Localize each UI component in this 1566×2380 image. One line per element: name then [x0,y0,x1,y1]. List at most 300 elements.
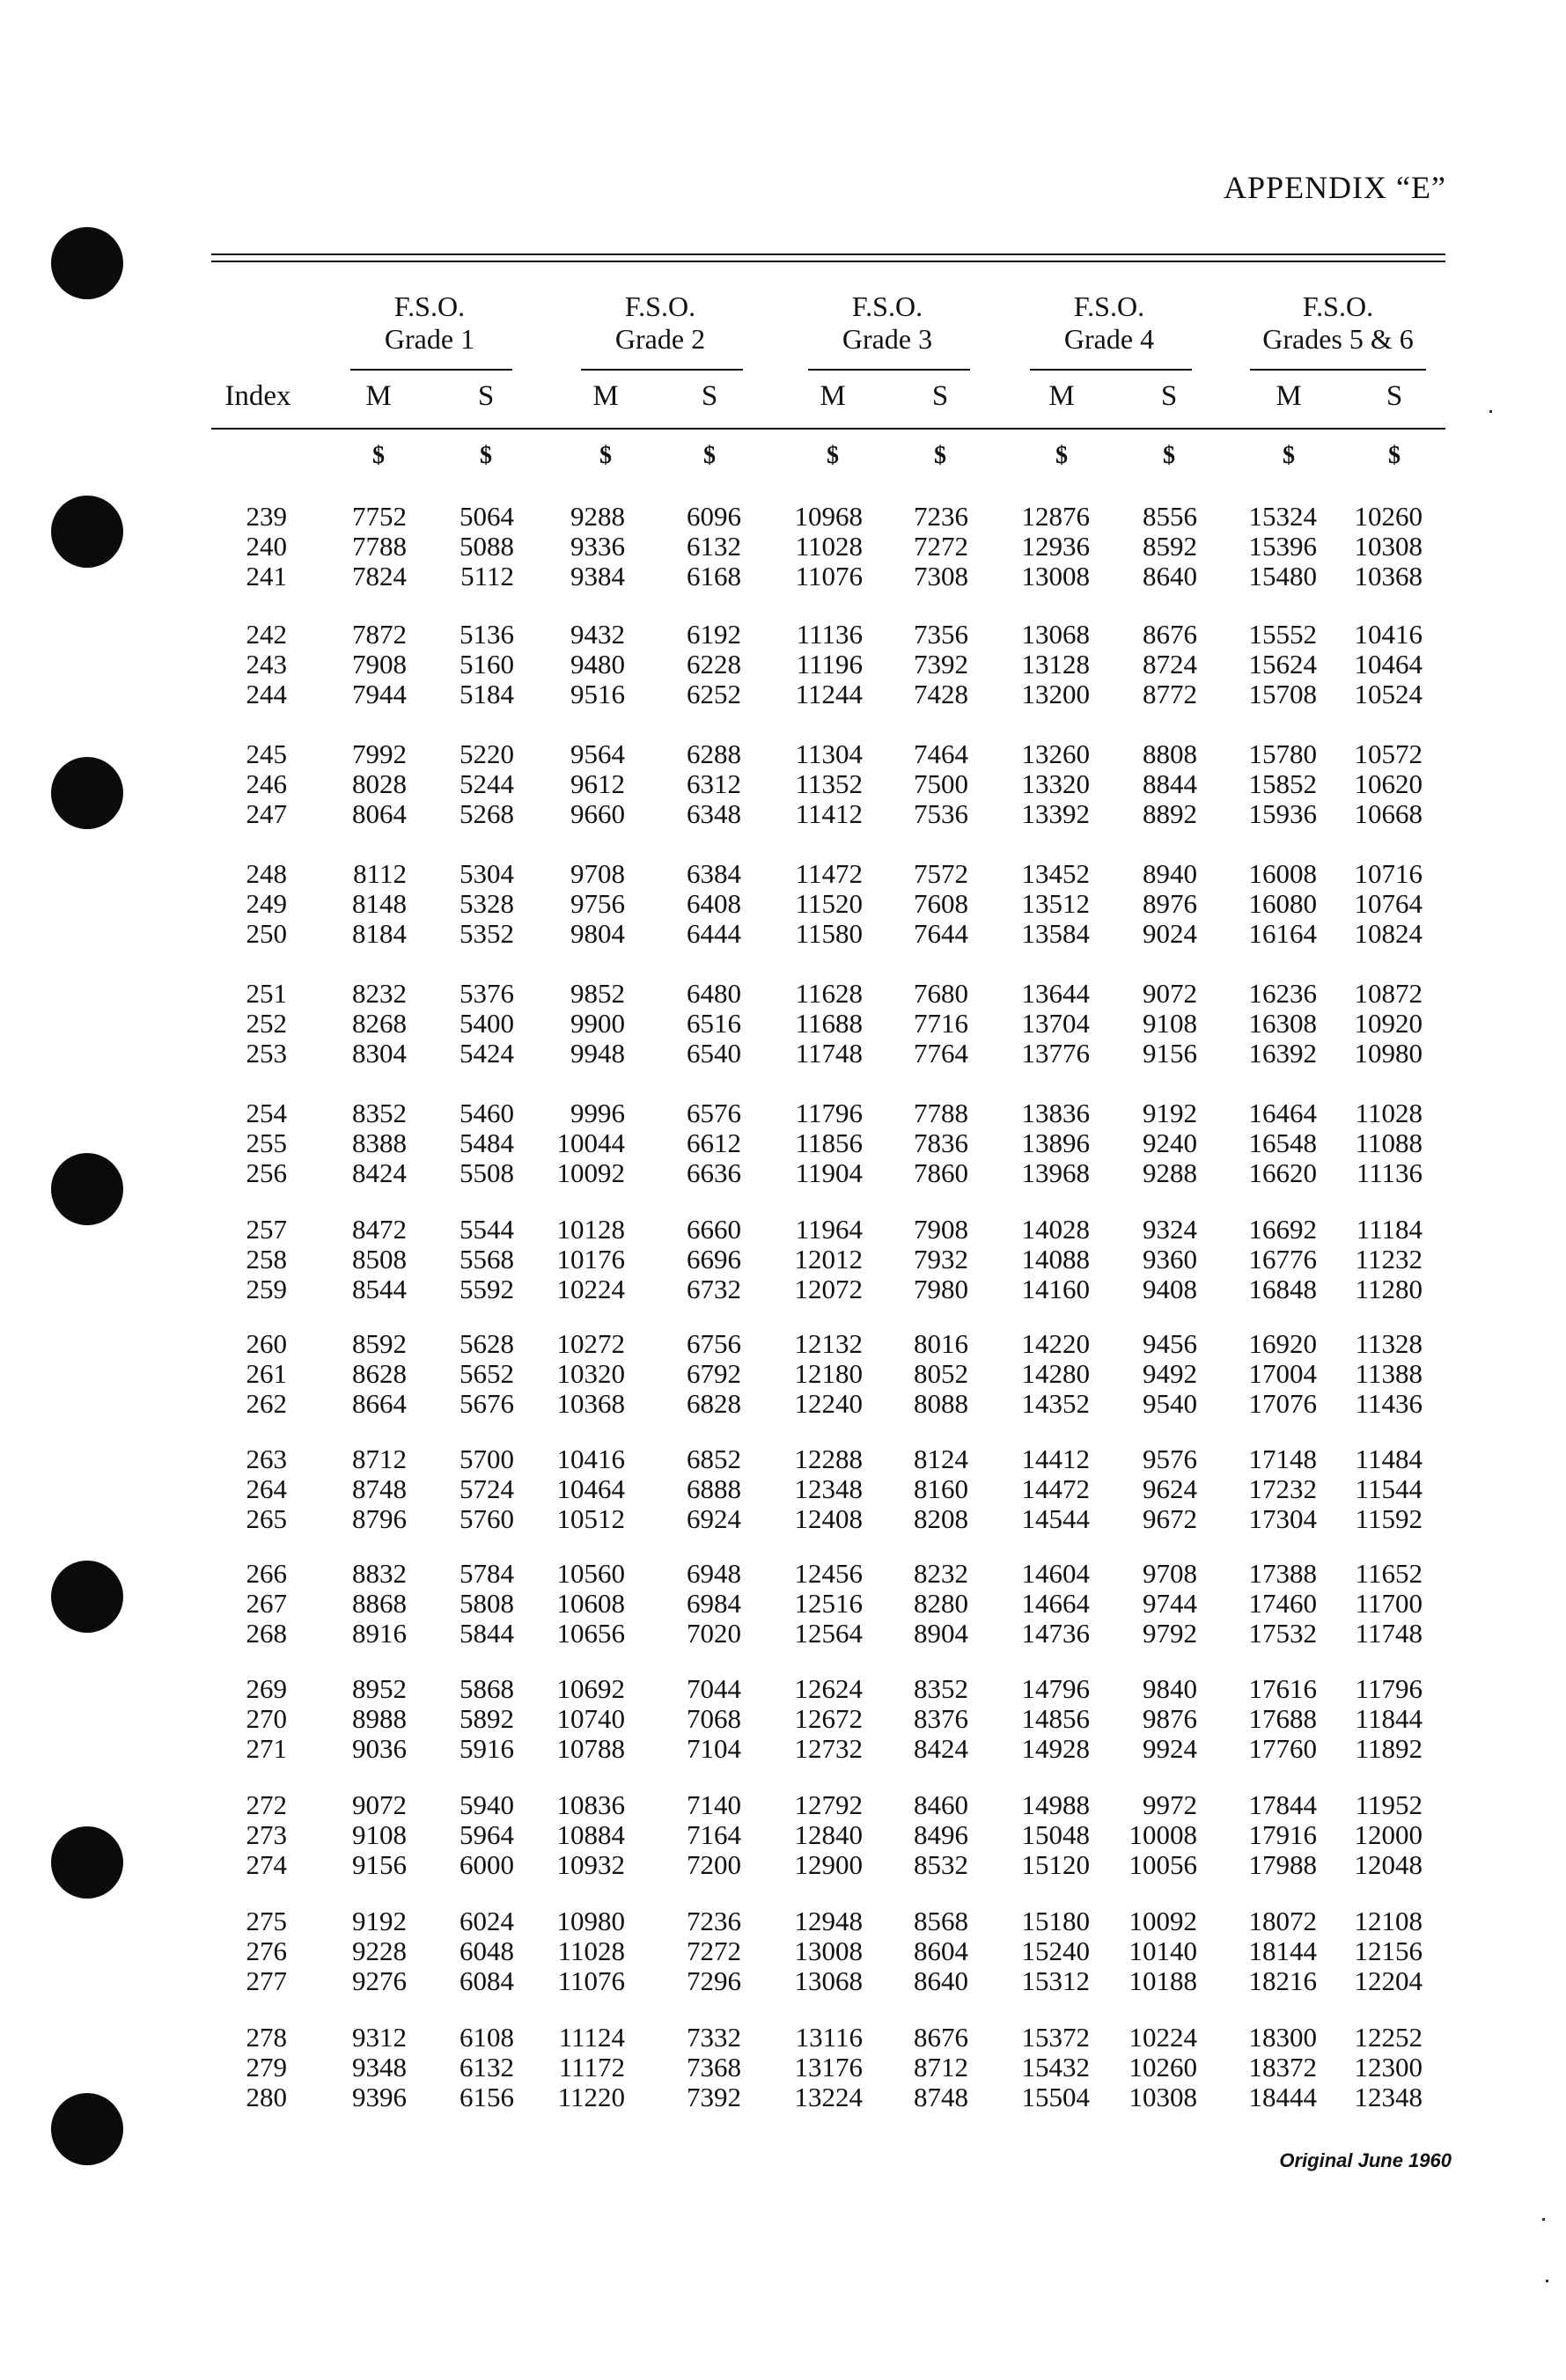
grade-2-title [581,290,739,356]
grade-3-m-cell: 12672 [794,1703,863,1734]
grade-5-6-s-cell: 10764 [1354,888,1423,919]
scan-speck [1546,2280,1548,2282]
grade-5-6-s-cell: 10572 [1354,738,1423,769]
row-group [0,502,1566,591]
grade-2-s-cell: 6888 [687,1473,741,1504]
grade-2-s-header: S [701,380,718,412]
table-row [0,562,1566,591]
grade-2-m-cell: 10416 [556,1443,625,1474]
grade-4-s-cell: 9540 [1143,1388,1197,1419]
grade-5-6-m-cell: 18216 [1248,1965,1317,1996]
grade-4-s-cell: 9072 [1143,978,1197,1009]
grade-2-m-cell: 9288 [570,501,625,532]
grade-5-6-s-cell: 11592 [1355,1503,1423,1534]
grade-3-s-cell: 7680 [914,978,968,1009]
index-cell: 247 [246,798,287,829]
grade-1-s-cell: 5652 [460,1358,514,1389]
table-row [0,1850,1566,1880]
grade-1-s-cell: 6000 [460,1849,514,1880]
grade-5-6-m-cell: 15780 [1248,738,1317,769]
grade-3-m-cell: 12624 [794,1673,863,1704]
grade-4-m-cell: 12876 [1021,501,1090,532]
table-row [0,2053,1566,2082]
table-row [0,679,1566,709]
table-row [0,1098,1566,1128]
grade-3-m-cell: 12288 [794,1443,863,1474]
grade-5-6-s-cell: 12252 [1354,2022,1423,2053]
grade-5-6-m-cell: 18072 [1248,1906,1317,1936]
row-group [0,1674,1566,1764]
grade-4-s-cell: 9924 [1143,1733,1197,1764]
grade-2-m-cell: 9480 [570,649,625,679]
grade-1-m-cell: 8592 [352,1328,407,1359]
index-cell: 267 [246,1588,287,1619]
grade-5-6-m-cell: 18372 [1248,2052,1317,2082]
grade-5-6-s-cell: 12000 [1354,1819,1423,1850]
grade-4-m-cell: 15504 [1021,2082,1090,2112]
grade-4-s-cell: 9408 [1143,1274,1197,1304]
grade-5-6-title [1250,290,1426,356]
grade-2-s-cell: 6444 [687,918,741,949]
grade-5-6-m-cell: 15936 [1248,798,1317,829]
grade-1-m-cell: 8388 [352,1128,407,1158]
grade-4-s-cell: 8724 [1143,649,1197,679]
grade-1-m-cell: 8472 [352,1214,407,1245]
grade-5-6-s-cell: 12348 [1354,2082,1423,2112]
grade-3-s-cell: 7236 [914,501,968,532]
grade-1-m-header: M [365,380,392,412]
table-row [0,1215,1566,1245]
grade-2-m-header: M [592,380,619,412]
table-row [0,919,1566,949]
grade-3-m-cell: 12132 [794,1328,863,1359]
table-row [0,1389,1566,1419]
grade-5-6-m-cell: 18444 [1248,2082,1317,2112]
grade-5-6-m-cell: 16920 [1248,1328,1317,1359]
grade-4-m-cell: 13896 [1021,1128,1090,1158]
grade-4-label: F.S.O. [1073,290,1145,322]
grade-2-m-cell: 11172 [558,2052,625,2082]
grade-1-m-cell: 8748 [352,1473,407,1504]
grade-3-m-cell: 11688 [795,1008,863,1039]
grade-1-s-cell: 5376 [460,978,514,1009]
grade-3-s-cell: 8460 [914,1789,968,1820]
index-cell: 241 [246,561,287,591]
grade-4-s-cell: 10308 [1129,2082,1197,2112]
grade-5-6-m-cell: 16692 [1248,1214,1317,1245]
grade-4-s-cell: 8556 [1143,501,1197,532]
grade-1-s-cell: 5400 [460,1008,514,1039]
grade-4-m-cell: 15240 [1021,1936,1090,1966]
grade-5-6-m-cell: 16008 [1248,858,1317,889]
grade-1-m-cell: 8868 [352,1588,407,1619]
grade-5-6-s-cell: 10464 [1354,649,1423,679]
index-cell: 270 [246,1703,287,1734]
grade-5-6-s-cell: 12204 [1354,1965,1423,1996]
grade-4-m-cell: 14412 [1021,1443,1090,1474]
grade-5-6-s-cell: 11544 [1355,1473,1423,1504]
table-row [0,889,1566,919]
grade-3-s-cell: 8532 [914,1849,968,1880]
grade-3-m-cell: 11580 [795,918,863,949]
grade-1-s-cell: 5676 [460,1388,514,1419]
grade-4-m-cell: 14544 [1021,1503,1090,1534]
grade-4-s-cell: 9192 [1143,1098,1197,1128]
grade-2-s-cell: 7332 [687,2022,741,2053]
grade-1-m-cell: 8832 [352,1558,407,1589]
grade-1-m-cell: 8988 [352,1703,407,1734]
grade-1-m-cell: 9108 [352,1819,407,1850]
grade-3-m-cell: 12012 [794,1244,863,1274]
grade-2-m-cell: 10884 [556,1819,625,1850]
grade-2-s-cell: 6924 [687,1503,741,1534]
grade-4-m-cell: 14604 [1021,1558,1090,1589]
grade-3-m-cell: 12180 [794,1358,863,1389]
grade-4-m-cell: 15180 [1021,1906,1090,1936]
table-row [0,769,1566,799]
grade-4-s-cell: 9972 [1143,1789,1197,1820]
grade-2-m-cell: 9516 [570,679,625,709]
grade-1-m-cell: 8952 [352,1673,407,1704]
grade-2-s-cell: 6636 [687,1157,741,1188]
grade-3-s-cell: 8640 [914,1965,968,1996]
grade-5-6-s-cell: 11700 [1355,1588,1423,1619]
grade-5-6-s-cell: 10416 [1354,619,1423,650]
grade-3-title [808,290,967,356]
grade-3-s-cell: 7932 [914,1244,968,1274]
header-rule [211,428,1445,430]
grade-4-m-header: M [1048,380,1075,412]
grade-1-s-cell: 6156 [460,2082,514,2112]
grade-4-m-cell: 13200 [1021,679,1090,709]
grade-3-m-cell: 13068 [794,1965,863,1996]
grade-2-m-cell: 10608 [556,1588,625,1619]
grade-1-s-cell: 5700 [460,1443,514,1474]
grade-4-s-cell: 8772 [1143,679,1197,709]
grade-1-s-cell: 5160 [460,649,514,679]
grade-4-m-cell: 13260 [1021,738,1090,769]
table-row [0,1274,1566,1304]
grade-1-s-cell: 5460 [460,1098,514,1128]
grade-1-s-cell: 5184 [460,679,514,709]
grade-3-m-cell: 12348 [794,1473,863,1504]
grade-2-s-cell: 6288 [687,738,741,769]
row-group [0,2023,1566,2112]
grade-3-s-cell: 8160 [914,1473,968,1504]
grade-2-s-cell: 6516 [687,1008,741,1039]
index-cell: 240 [246,531,287,562]
grade-2-s-cell: 6696 [687,1244,741,1274]
index-cell: 266 [246,1558,287,1589]
grade-3-s-cell: 8352 [914,1673,968,1704]
grade-2-underline [581,369,743,371]
grade-2-s-cell: 6408 [687,888,741,919]
grade-1-s-cell: 5916 [460,1733,514,1764]
grade-4-m-cell: 13452 [1021,858,1090,889]
grade-1-title [350,290,509,356]
index-cell: 276 [246,1936,287,1966]
grade-5-6-s-cell: 11088 [1355,1128,1423,1158]
grade-3-label: F.S.O. [851,290,923,322]
grade-4-s-cell: 9108 [1143,1008,1197,1039]
grade-1-m-cell: 9036 [352,1733,407,1764]
grade-1-m-cell: 8148 [352,888,407,919]
grade-1-s-cell: 5112 [460,561,514,591]
grade-1-m-cell: 9192 [352,1906,407,1936]
grade-5-6-m-cell: 17532 [1248,1618,1317,1649]
grade-1-s-cell: 5244 [460,768,514,799]
index-cell: 252 [246,1008,287,1039]
table-row [0,1559,1566,1589]
index-cell: 242 [246,619,287,650]
grade-5-6-m-cell: 17688 [1248,1703,1317,1734]
grade-4-s-cell: 9360 [1143,1244,1197,1274]
grade-5-6-m-cell: 15396 [1248,531,1317,562]
grade-4-m-cell: 15048 [1021,1819,1090,1850]
table-row [0,2082,1566,2112]
table-row [0,1039,1566,1069]
grade-5-6-s-cell: 10980 [1354,1038,1423,1069]
grade-3-s-cell: 7356 [914,619,968,650]
grade-3-s-dollar: $ [934,442,946,469]
grade-3-s-cell: 8424 [914,1733,968,1764]
grade-5-6-m-cell: 17844 [1248,1789,1317,1820]
grade-5-6-s-cell: 10260 [1354,501,1423,532]
grade-1-m-cell: 8916 [352,1618,407,1649]
grade-3-s-cell: 7536 [914,798,968,829]
grade-4-s-cell: 9324 [1143,1214,1197,1245]
grade-5-6-s-cell: 10824 [1354,918,1423,949]
grade-3-s-cell: 8604 [914,1936,968,1966]
grade-4-s-cell: 8892 [1143,798,1197,829]
index-cell: 257 [246,1214,287,1245]
grade-3-m-cell: 11196 [796,649,863,679]
grade-1-m-cell: 8796 [352,1503,407,1534]
grade-4-s-cell: 9672 [1143,1503,1197,1534]
grade-1-s-cell: 6084 [460,1965,514,1996]
grade-2-m-cell: 10092 [556,1157,625,1188]
grade-4-m-cell: 15120 [1021,1849,1090,1880]
table-row [0,799,1566,829]
grade-1-m-cell: 8184 [352,918,407,949]
grade-3-s-cell: 8208 [914,1503,968,1534]
grade-4-s-cell: 9576 [1143,1443,1197,1474]
index-cell: 274 [246,1849,287,1880]
grade-2-m-cell: 10320 [556,1358,625,1389]
grade-3-s-cell: 7392 [914,649,968,679]
table-row [0,1009,1566,1039]
grade-3-s-cell: 7980 [914,1274,968,1304]
row-group [0,1790,1566,1880]
grade-1-s-cell: 5940 [460,1789,514,1820]
grade-3-m-cell: 13176 [794,2052,863,2082]
grade-2-s-cell: 6756 [687,1328,741,1359]
grade-4-m-cell: 13128 [1021,649,1090,679]
grade-3-s-cell: 7908 [914,1214,968,1245]
grade-3-s-cell: 8748 [914,2082,968,2112]
table-row [0,1790,1566,1820]
index-cell: 260 [246,1328,287,1359]
grade-3-m-cell: 12564 [794,1618,863,1649]
grade-1-s-cell: 5892 [460,1703,514,1734]
grade-4-m-cell: 14472 [1021,1473,1090,1504]
grade-1-m-cell: 8232 [352,978,407,1009]
grade-5-6-s-cell: 10620 [1354,768,1423,799]
grade-3-m-cell: 12408 [794,1503,863,1534]
grade-4-s-cell: 9024 [1143,918,1197,949]
table-row [0,1966,1566,1996]
grade-5-6-s-cell: 11328 [1355,1328,1423,1359]
grade-4-s-cell: 8940 [1143,858,1197,889]
index-cell: 261 [246,1358,287,1389]
grade-3-s-cell: 8088 [914,1388,968,1419]
grade-4-s-cell: 10008 [1129,1819,1197,1850]
grade-4-m-cell: 13008 [1021,561,1090,591]
grade-3-s-cell: 7608 [914,888,968,919]
index-cell: 246 [246,768,287,799]
grade-4-m-cell: 14928 [1021,1733,1090,1764]
grade-5-6-m-cell: 17004 [1248,1358,1317,1389]
grade-1-s-cell: 5724 [460,1473,514,1504]
index-cell: 268 [246,1618,287,1649]
grade-5-6-s-cell: 10872 [1354,978,1423,1009]
grade-2-m-cell: 10176 [556,1244,625,1274]
grade-1-s-header: S [477,380,495,412]
grade-4-s-cell: 10056 [1129,1849,1197,1880]
index-cell: 265 [246,1503,287,1534]
grade-1-underline [350,369,512,371]
grade-5-6-m-cell: 16236 [1248,978,1317,1009]
grade-2-m-cell: 10128 [556,1214,625,1245]
grade-1-m-cell: 8112 [353,858,407,889]
grade-2-m-cell: 10980 [556,1906,625,1936]
grade-1-m-cell: 9276 [352,1965,407,1996]
grade-1-m-cell: 8508 [352,1244,407,1274]
grade-4-m-cell: 13320 [1021,768,1090,799]
grade-4-s-cell: 10188 [1129,1965,1197,1996]
grade-5-6-m-cell: 16848 [1248,1274,1317,1304]
grade-2-m-cell: 10788 [556,1733,625,1764]
grade-2-m-cell: 10368 [556,1388,625,1419]
grade-3-m-cell: 11028 [795,531,863,562]
grade-3-m-cell: 11244 [795,679,863,709]
grade-1-s-cell: 5328 [460,888,514,919]
grade-5-6-m-header: M [1276,380,1302,412]
table-row [0,650,1566,679]
table-row [0,502,1566,532]
grade-5-6-m-cell: 15852 [1248,768,1317,799]
row-group [0,620,1566,709]
grade-5-6-m-cell: 16392 [1248,1038,1317,1069]
grade-4-m-cell: 14220 [1021,1328,1090,1359]
grade-2-m-cell: 9660 [570,798,625,829]
index-cell: 263 [246,1443,287,1474]
grade-5-6-s-cell: 11028 [1355,1098,1423,1128]
grade-1-m-dollar: $ [372,442,385,469]
grade-2-m-cell: 10836 [556,1789,625,1820]
index-cell: 264 [246,1473,287,1504]
table-row [0,620,1566,650]
grade-2-m-cell: 10932 [556,1849,625,1880]
grade-4-m-cell: 15372 [1021,2022,1090,2053]
grade-2-s-cell: 6576 [687,1098,741,1128]
grade-5-6-m-cell: 15624 [1248,649,1317,679]
grade-3-m-cell: 13008 [794,1936,863,1966]
grade-3-s-cell: 7764 [914,1038,968,1069]
grade-4-s-header: S [1160,380,1178,412]
index-cell: 271 [246,1733,287,1764]
grade-4-m-cell: 14280 [1021,1358,1090,1389]
grade-1-m-cell: 7908 [352,649,407,679]
grade-1-m-cell: 9228 [352,1936,407,1966]
index-cell: 254 [246,1098,287,1128]
grade-3-underline [808,369,970,371]
grade-4-s-dollar: $ [1163,442,1175,469]
grade-2-s-cell: 6540 [687,1038,741,1069]
grade-5-6-s-cell: 12300 [1354,2052,1423,2082]
grade-1-s-cell: 6108 [460,2022,514,2053]
grade-2-s-cell: 7140 [687,1789,741,1820]
scan-speck [1542,2218,1545,2221]
grade-5-6-s-cell: 12156 [1354,1936,1423,1966]
grade-3-m-cell: 12840 [794,1819,863,1850]
index-cell: 272 [246,1789,287,1820]
grade-3-s-cell: 8052 [914,1358,968,1389]
grade-2-s-cell: 6168 [687,561,741,591]
grade-4-m-cell: 14028 [1021,1214,1090,1245]
table-row [0,2023,1566,2053]
grade-4-m-cell: 15432 [1021,2052,1090,2082]
table-row [0,739,1566,769]
grade-4-s-cell: 9288 [1143,1157,1197,1188]
grade-2-m-cell: 11076 [557,1965,625,1996]
row-group [0,1559,1566,1649]
grade-5-6-m-cell: 17232 [1248,1473,1317,1504]
grade-2-s-cell: 6984 [687,1588,741,1619]
grade-1-s-cell: 5508 [460,1157,514,1188]
grade-5-6-s-cell: 12108 [1354,1906,1423,1936]
grade-3-s-cell: 7500 [914,768,968,799]
grade-5-6-s-cell: 11484 [1355,1443,1423,1474]
grade-2-m-cell: 11028 [557,1936,625,1966]
grade-5-6-s-cell: 10668 [1354,798,1423,829]
grade-5-6-s-cell: 11796 [1355,1673,1423,1704]
grade-2-s-cell: 6228 [687,649,741,679]
grade-4-m-dollar: $ [1055,442,1068,469]
grade-5-6-m-cell: 18144 [1248,1936,1317,1966]
index-cell: 277 [246,1965,287,1996]
grade-2-s-cell: 7068 [687,1703,741,1734]
appendix-title: APPENDIX “E” [1224,170,1446,205]
grade-5-6-s-cell: 11232 [1355,1244,1423,1274]
table-row [0,1820,1566,1850]
grade-2-s-cell: 6828 [687,1388,741,1419]
grade-2-m-cell: 10740 [556,1703,625,1734]
table-row [0,1704,1566,1734]
grade-2-m-cell: 9384 [570,561,625,591]
row-group [0,1444,1566,1534]
grade-1-m-cell: 9072 [352,1789,407,1820]
punch-hole [51,227,123,299]
grade-4-title [1030,290,1188,356]
grade-5-6-underline [1250,369,1426,371]
grade-5-6-m-cell: 17304 [1248,1503,1317,1534]
grade-4-m-cell: 13392 [1021,798,1090,829]
row-group [0,739,1566,829]
grade-2-s-cell: 7164 [687,1819,741,1850]
top-rule [211,261,1445,262]
grade-3-m-cell: 12240 [794,1388,863,1419]
